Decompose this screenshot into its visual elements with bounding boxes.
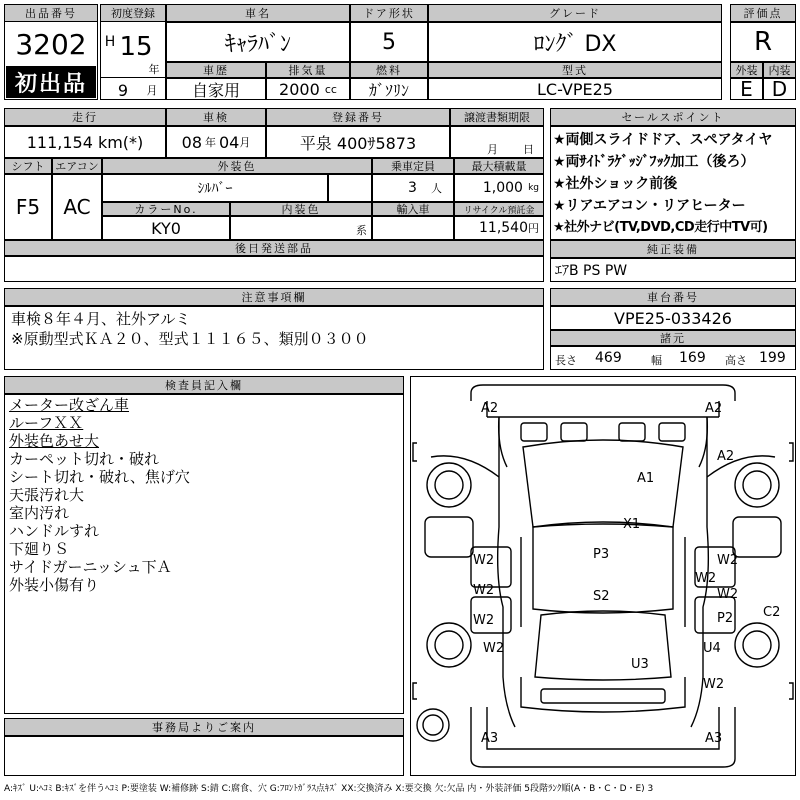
fuel-value: ｶﾞｿﾘﾝ [350,78,428,100]
damage-a2-front-right: A2 [705,401,723,416]
damage-u4-right: U4 [703,641,721,656]
year-value: 15 [119,32,153,62]
selling-point: ★両ｻｲﾄﾞﾗｹﾞｯｼﾞﾌｯｸ加工（後ろ） [553,154,755,170]
inspector-line: ハンドルすれ [9,522,100,540]
shift-value: F5 [4,174,52,240]
color-no-value: KY0 [102,216,230,240]
damage-w2: W2 [717,587,739,602]
load-box [454,174,544,202]
inspector-line: 室内汚れ [9,504,70,522]
damage-a1-windshield: A1 [637,471,655,486]
int-color-unit: 系 [356,224,367,237]
inspector-notes [4,394,404,714]
inspector-line: ルーフＸＸ [9,414,84,432]
office-box [4,736,404,776]
front-bumper-corners [487,401,719,417]
first-reg-label: 初度登録 [100,4,166,22]
door-label: ドア形状 [350,4,428,22]
car-name-value: ｷｬﾗﾊﾞﾝ [166,22,350,62]
damage-s2-roof: S2 [593,589,610,604]
length-value: 469 [595,350,622,366]
displacement-value: 2000 [279,79,320,99]
ext-color-value: ｼﾙﾊﾞｰ [102,174,328,202]
int-color-box [230,216,372,240]
int-grade-value: D [763,78,796,100]
inspector-label: 検査員記入欄 [4,376,404,394]
history-label: 車歴 [166,62,266,78]
ext-grade-value: E [730,78,763,100]
ext-color-extra [328,174,372,202]
first-sale-badge: 初出品 [6,66,96,98]
damage-x1-roof: X1 [623,517,641,532]
chassis-value: VPE25-033426 [550,306,796,330]
damage-w2: W2 [483,641,505,656]
door-value: 5 [350,22,428,62]
selling-point: ★リアエアコン・リアヒーター [553,198,746,214]
int-grade-label: 内装 [763,62,796,78]
car-diagram [410,376,796,776]
month-value: 9 [117,80,129,100]
body-left [498,417,515,727]
inspector-line: 下廻りＳ [9,540,70,558]
selling-points-label: セールスポイント [550,108,796,126]
damage-w2: W2 [473,583,495,598]
inspector-line: カーペット切れ・破れ [9,450,160,468]
selling-point: ★両側スライドドア、スペアタイヤ [553,132,773,148]
damage-a3-rear-right: A3 [705,731,723,746]
transfer-month-unit: 月 [487,143,498,156]
damage-w2: W2 [473,613,495,628]
inspection-month-unit: 月 [239,136,251,149]
genuine-value: ｴｱB PS PW [550,258,796,282]
car-name-label: 車名 [166,4,350,22]
selling-point: ★社外ショック前後 [553,176,678,192]
lot-no-value: 3202 [15,27,87,61]
grille-right [619,423,645,441]
recycle-box [454,216,544,240]
displacement-label: 排気量 [266,62,350,78]
legend: A:ｷｽﾞ U:ﾍｺﾐ B:ｷｽﾞを伴うﾍｺﾐ P:要塗装 W:補修跡 S:錆 C:腐食、穴 G:ﾌﾛﾝﾄｶﾞﾗｽ点ｷｽﾞ XX:交換済み X:要交換 欠:欠品 内・外装評価 5段階ﾗﾝｸ順(A・B・C・D・E) 3 [4,784,654,794]
transfer-label: 譲渡書類期限 [450,108,544,126]
later-parts-box [4,256,544,282]
capacity-label: 乗車定員 [372,158,454,174]
rear-lamp-bar [541,689,665,703]
color-no-label: カラーNo. [102,202,230,216]
inspection-value [166,126,266,158]
note-line: 車検８年４月、社外アルミ [11,310,191,328]
damage-a3-rear-left: A3 [481,731,499,746]
damage-p3-roof: P3 [593,547,610,562]
inspection-year-unit: 年 [205,136,216,149]
load-value: 1,000 [482,180,523,196]
int-color-label: 内装色 [230,202,372,216]
front-door-left [425,517,473,557]
shift-label: シフト [4,158,52,174]
mileage-label: 走行 [4,108,166,126]
note-line: ※原動型式ＫＡ２０、型式１１１６５、類別０３００ [11,330,369,348]
front-pillars [499,417,708,467]
damage-a2-front-left: A2 [481,401,499,416]
wheel-rear-right [735,623,779,667]
ac-value: AC [52,174,102,240]
damage-a2-right: A2 [717,449,735,464]
damage-w2: W2 [703,677,725,692]
wheel-front-right [735,463,779,507]
score-label: 評価点 [730,4,796,22]
front-bumper [471,385,735,401]
selling-point: ★社外ナビ(TV,DVD,CD走行中TV可) [553,220,768,235]
capacity-unit: 人 [430,182,442,195]
dims-label: 諸元 [550,330,796,346]
wheel-rear-left [427,623,471,667]
history-value: 自家用 [166,78,266,100]
inspector-line: 外装色あせ大 [9,432,100,450]
load-label: 最大積載量 [454,158,544,174]
grade-value: ﾛﾝｸﾞ DX [428,22,722,62]
ac-label: エアコン [52,158,102,174]
rear-window [535,611,671,680]
chassis-label: 車台番号 [550,288,796,306]
load-unit: kg [528,183,539,193]
year-unit: 年 [148,63,160,76]
genuine-label: 純正装備 [550,240,796,258]
model-label: 型式 [428,62,722,78]
era-value: H [104,34,116,50]
height-value: 199 [759,350,786,366]
capacity-box [372,174,454,202]
displacement-box [266,78,350,100]
damage-w2: W2 [473,553,495,568]
damage-w2: W2 [695,571,717,586]
transfer-box [450,126,544,158]
month-unit: 月 [146,84,158,97]
inspection-label: 車検 [166,108,266,126]
ext-grade-label: 外装 [730,62,763,78]
width-value: 169 [679,350,706,366]
damage-p2-right: P2 [717,611,734,626]
damage-c2-right: C2 [763,605,781,620]
damage-u3-rear: U3 [631,657,649,672]
score-value: R [730,22,796,62]
inspection-month: 04 [219,132,240,152]
damage-w2: W2 [717,553,739,568]
recycle-unit: 円 [528,222,539,235]
import-label: 輸入車 [372,202,454,216]
model-value: LC-VPE25 [428,78,722,100]
capacity-value: 3 [408,180,417,196]
inspector-line: シート切れ・破れ、焦げ穴 [9,468,190,486]
office-label: 事務局よりご案内 [4,718,404,736]
inspector-line: サイドガーニッシュ下Ａ [9,558,172,576]
notes-box [4,306,544,370]
headlight-left [521,423,547,441]
windshield [523,440,683,527]
inspector-line: 外装小傷有り [9,576,100,594]
ext-color-label: 外装色 [102,158,372,174]
headlight-right [659,423,685,441]
cc-unit: cc [324,82,337,96]
front-door-right [733,517,781,557]
lot-no-label: 出品番号 [4,4,98,22]
grille-left [561,423,587,441]
length-label: 長さ [555,354,577,367]
fuel-label: 燃料 [350,62,428,78]
recycle-value: 11,540 [479,220,528,236]
dims-box [550,346,796,370]
inspector-line: 天張汚れ大 [9,486,85,504]
car-outline [411,377,795,775]
reg-no-value: 平泉 400ｻ5873 [266,126,450,158]
width-label: 幅 [651,354,662,367]
inspector-line: メーター改ざん車 [9,396,130,414]
recycle-label: リサイクル預託金 [454,202,544,216]
height-label: 高さ [725,354,747,367]
later-parts-label: 後日発送部品 [4,240,544,256]
grade-label: グレード [428,4,722,22]
mileage-value: 111,154 km(*) [4,126,166,158]
inspection-year: 08 [181,132,202,152]
transfer-day-unit: 日 [523,143,534,156]
notes-label: 注意事項欄 [4,288,544,306]
reg-no-label: 登録番号 [266,108,450,126]
import-box [372,216,454,240]
divider [100,77,166,78]
wheel-front-left [427,463,471,507]
tailgate [521,677,685,712]
spare-tire [417,709,449,741]
selling-points-list [550,126,796,240]
